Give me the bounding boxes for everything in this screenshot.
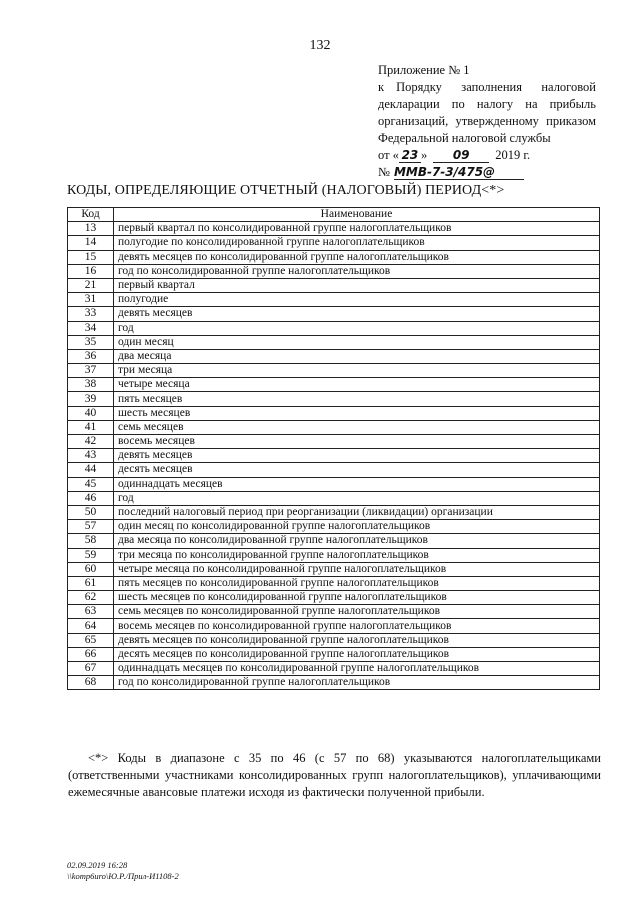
appendix-header <box>378 62 596 181</box>
row-code: 13 <box>68 222 114 236</box>
row-code: 34 <box>68 321 114 335</box>
appendix-k: к <box>378 80 385 94</box>
row-code: 21 <box>68 278 114 292</box>
table-row <box>68 449 600 463</box>
row-name: последний налоговый период при реорганизации (ликвидации) организации <box>114 505 600 519</box>
date-sep: » <box>420 148 428 162</box>
row-code: 68 <box>68 676 114 690</box>
appendix-line-5: Федеральной налоговой службы <box>378 131 551 145</box>
table-row <box>68 321 600 335</box>
table-row <box>68 435 600 449</box>
table-row <box>68 647 600 661</box>
date-month: 09 <box>433 149 489 163</box>
row-name: пять месяцев по консолидированной группе налогоплательщиков <box>114 576 600 590</box>
row-code: 61 <box>68 576 114 590</box>
row-name: шесть месяцев по консолидированной группе налогоплательщиков <box>114 591 600 605</box>
row-name: четыре месяца <box>114 378 600 392</box>
row-name: семь месяцев по консолидированной группе налогоплательщиков <box>114 605 600 619</box>
footnote <box>68 750 601 801</box>
row-name: два месяца <box>114 349 600 363</box>
row-name: три месяца по консолидированной группе налогоплательщиков <box>114 548 600 562</box>
row-name: год по консолидированной группе налогоплательщиков <box>114 264 600 278</box>
row-name: девять месяцев по консолидированной группе налогоплательщиков <box>114 633 600 647</box>
row-code: 66 <box>68 647 114 661</box>
table-row <box>68 250 600 264</box>
row-name: год <box>114 491 600 505</box>
row-name: семь месяцев <box>114 420 600 434</box>
table-row <box>68 378 600 392</box>
row-code: 46 <box>68 491 114 505</box>
row-code: 33 <box>68 307 114 321</box>
table-row <box>68 619 600 633</box>
table-row <box>68 406 600 420</box>
row-code: 16 <box>68 264 114 278</box>
table-row <box>68 676 600 690</box>
row-name: полугодие <box>114 293 600 307</box>
row-name: одиннадцать месяцев по консолидированной группе налогоплательщиков <box>114 662 600 676</box>
table-row <box>68 264 600 278</box>
table-row <box>68 392 600 406</box>
table-header-row <box>68 208 600 222</box>
row-name: десять месяцев <box>114 463 600 477</box>
table-row <box>68 349 600 363</box>
row-name: два месяца по консолидированной группе налогоплательщиков <box>114 534 600 548</box>
row-code: 41 <box>68 420 114 434</box>
header-name: Наименование <box>114 208 600 222</box>
row-code: 43 <box>68 449 114 463</box>
footer-path: \\komp6uro\Ю.Р./Прил-И1108-2 <box>67 871 179 881</box>
date-prefix: от « <box>378 148 399 162</box>
date-day: 23 <box>399 149 421 163</box>
table-row <box>68 491 600 505</box>
table-row <box>68 364 600 378</box>
appendix-line-4: организаций, утвержденному приказом <box>378 114 596 128</box>
row-code: 37 <box>68 364 114 378</box>
table-row <box>68 534 600 548</box>
row-code: 64 <box>68 619 114 633</box>
number-sign: № <box>378 165 390 179</box>
row-name: первый квартал <box>114 278 600 292</box>
codes-table-body <box>68 222 600 690</box>
row-name: девять месяцев <box>114 449 600 463</box>
row-code: 57 <box>68 520 114 534</box>
appendix-line-2-text: Порядку заполнения налоговой <box>396 80 596 94</box>
row-code: 58 <box>68 534 114 548</box>
footer-timestamp: 02.09.2019 16:28 <box>67 860 128 870</box>
row-code: 67 <box>68 662 114 676</box>
table-row <box>68 293 600 307</box>
row-name: восемь месяцев по консолидированной группе налогоплательщиков <box>114 619 600 633</box>
date-year: 2019 г. <box>495 148 531 162</box>
row-name: девять месяцев <box>114 307 600 321</box>
document-footer <box>67 860 179 882</box>
table-row <box>68 307 600 321</box>
row-name: шесть месяцев <box>114 406 600 420</box>
row-name: девять месяцев по консолидированной группе налогоплательщиков <box>114 250 600 264</box>
row-code: 38 <box>68 378 114 392</box>
table-row <box>68 222 600 236</box>
table-row <box>68 520 600 534</box>
row-name: полугодие по консолидированной группе налогоплательщиков <box>114 236 600 250</box>
table-row <box>68 236 600 250</box>
codes-table <box>67 207 600 690</box>
row-code: 59 <box>68 548 114 562</box>
table-row <box>68 605 600 619</box>
footnote-text: <*> Коды в диапазоне с 35 по 46 (с 57 по 68) указываются налогоплательщиками (ответственными участниками консолидированных групп налогоплательщиков), уплачивающими ежемесячные авансовые платежи исходя из фактически полученной прибыли. <box>68 751 601 799</box>
table-row <box>68 477 600 491</box>
row-name: один месяц по консолидированной группе налогоплательщиков <box>114 520 600 534</box>
appendix-number-line <box>378 164 596 181</box>
row-code: 45 <box>68 477 114 491</box>
table-row <box>68 463 600 477</box>
table-row <box>68 505 600 519</box>
table-row <box>68 591 600 605</box>
row-name: один месяц <box>114 335 600 349</box>
appendix-title: Приложение № 1 <box>378 63 470 77</box>
row-code: 15 <box>68 250 114 264</box>
row-name: четыре месяца по консолидированной группе налогоплательщиков <box>114 562 600 576</box>
page-number: 132 <box>309 38 331 53</box>
row-code: 35 <box>68 335 114 349</box>
header-code: Код <box>68 208 114 222</box>
row-code: 63 <box>68 605 114 619</box>
appendix-line-2 <box>378 79 596 96</box>
row-code: 36 <box>68 349 114 363</box>
table-row <box>68 662 600 676</box>
document-title: КОДЫ, ОПРЕДЕЛЯЮЩИЕ ОТЧЕТНЫЙ (НАЛОГОВЫЙ) ПЕРИОД<*> <box>67 183 505 198</box>
row-code: 14 <box>68 236 114 250</box>
row-name: одиннадцать месяцев <box>114 477 600 491</box>
table-row <box>68 633 600 647</box>
row-name: восемь месяцев <box>114 435 600 449</box>
table-row <box>68 576 600 590</box>
row-name: первый квартал по консолидированной группе налогоплательщиков <box>114 222 600 236</box>
row-code: 65 <box>68 633 114 647</box>
row-name: пять месяцев <box>114 392 600 406</box>
table-row <box>68 278 600 292</box>
row-name: год <box>114 321 600 335</box>
table-row <box>68 335 600 349</box>
table-row <box>68 420 600 434</box>
row-code: 42 <box>68 435 114 449</box>
appendix-date-line <box>378 147 596 164</box>
row-code: 44 <box>68 463 114 477</box>
row-code: 62 <box>68 591 114 605</box>
row-code: 50 <box>68 505 114 519</box>
order-number: ММВ-7-3/475@ <box>394 166 524 180</box>
row-code: 31 <box>68 293 114 307</box>
row-code: 39 <box>68 392 114 406</box>
row-name: год по консолидированной группе налогоплательщиков <box>114 676 600 690</box>
row-name: три месяца <box>114 364 600 378</box>
appendix-line-3: декларации по налогу на прибыль <box>378 97 596 111</box>
table-row <box>68 548 600 562</box>
table-row <box>68 562 600 576</box>
row-code: 40 <box>68 406 114 420</box>
row-code: 60 <box>68 562 114 576</box>
row-name: десять месяцев по консолидированной группе налогоплательщиков <box>114 647 600 661</box>
